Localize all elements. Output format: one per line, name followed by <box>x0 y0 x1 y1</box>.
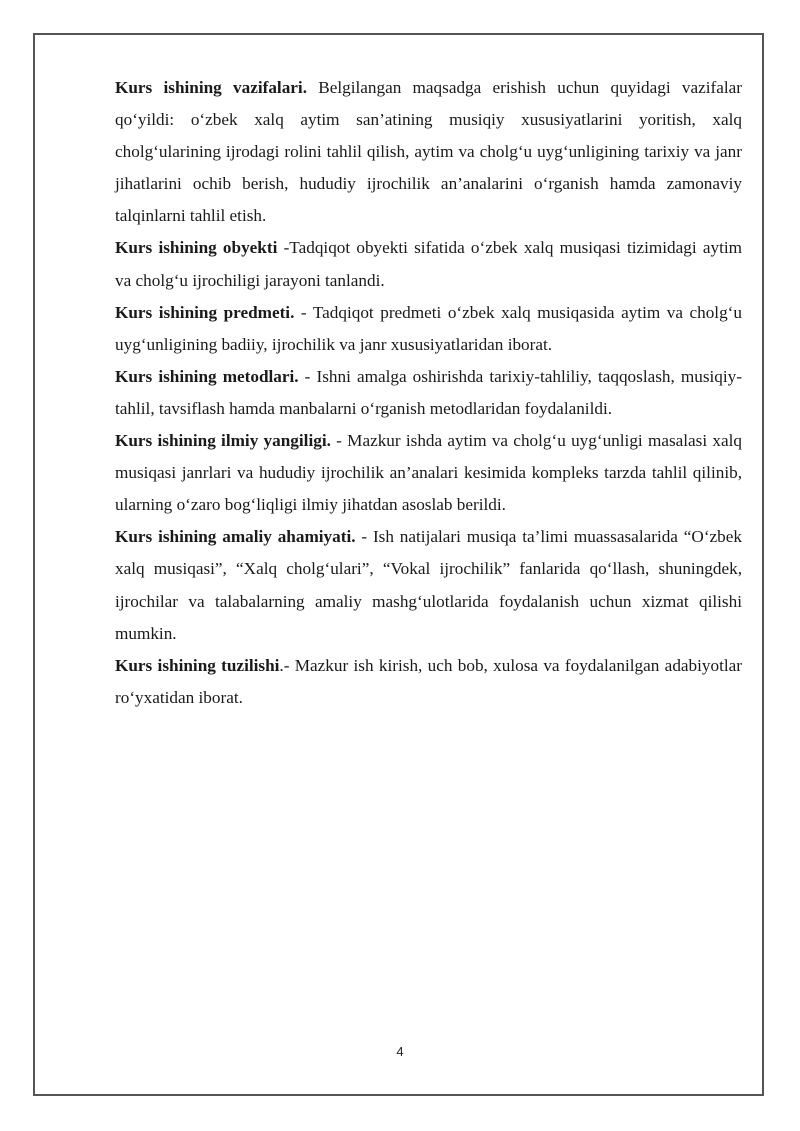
section-text: - Ish natijalari musiqa ta’limi muassasalarida “O‘zbek xalq musiqasi”, “Xalq cholg‘ulari”, “Vokal ijrochilik” fanlarida qo‘llash, shuningdek, ijrochilar va talabalarning amaliy mashg‘ulotlarida foydalanish uchun xizmat qilishi mumkin. <box>115 527 742 643</box>
section-tuzilishi <box>115 650 742 714</box>
section-heading: Kurs ishining amaliy ahamiyati. <box>115 527 356 547</box>
section-amaliy-ahamiyati <box>115 521 742 649</box>
section-vazifalari <box>115 72 742 232</box>
section-text: - Mazkur ishda aytim va cholg‘u uyg‘unligi masalasi xalq musiqasi janrlari va hududiy ijrochilik an’analari kesimida kompleks tarzda tahlil qilinib, ularning o‘zaro bog‘liqligi ilmiy jihatdan asoslab berildi. <box>115 431 742 515</box>
section-obyekti <box>115 232 742 296</box>
section-text: - Ishni amalga oshirishda tarixiy-tahliliy, taqqoslash, musiqiy-tahlil, tavsiflash hamda manbalarni o‘rganish metodlaridan foydalanildi. <box>115 366 742 418</box>
section-heading: Kurs ishining metodlari. <box>115 366 299 386</box>
section-heading: Kurs ishining tuzilishi <box>115 655 280 675</box>
section-text: - Tadqiqot predmeti o‘zbek xalq musiqasida aytim va cholg‘u uyg‘unligining badiiy, ijrochilik va janr xususiyatlaridan iborat. <box>115 302 742 354</box>
section-heading: Kurs ishining ilmiy yangiligi. <box>115 431 331 451</box>
section-text: Belgilangan maqsadga erishish uchun quyidagi vazifalar qo‘yildi: o‘zbek xalq aytim san’atining musiqiy xususiyatlarini yoritish, xalq cholg‘ularining ijrodagi rolini tahlil qilish, aytim va cholg‘u uyg‘unligining tarixiy va janr jihatlarini ochib berish, hududiy ijrochilik an’analarini o‘rganish hamda zamonaviy talqinlarni tahlil etish. <box>115 78 742 226</box>
section-heading: Kurs ishining predmeti. <box>115 302 295 322</box>
section-metodlari <box>115 361 742 425</box>
section-text: -Tadqiqot obyekti sifatida o‘zbek xalq musiqasi tizimidagi aytim va cholg‘u ijrochiligi jarayoni tanlandi. <box>115 238 742 290</box>
document-body <box>115 72 742 714</box>
section-ilmiy-yangiligi <box>115 425 742 521</box>
section-predmeti <box>115 297 742 361</box>
section-heading: Kurs ishining obyekti <box>115 238 278 258</box>
section-text: .- Mazkur ish kirish, uch bob, xulosa va foydalanilgan adabiyotlar ro‘yxatidan iborat. <box>115 655 742 707</box>
page-number: 4 <box>396 1044 404 1059</box>
section-heading: Kurs ishining vazifalari. <box>115 78 308 97</box>
